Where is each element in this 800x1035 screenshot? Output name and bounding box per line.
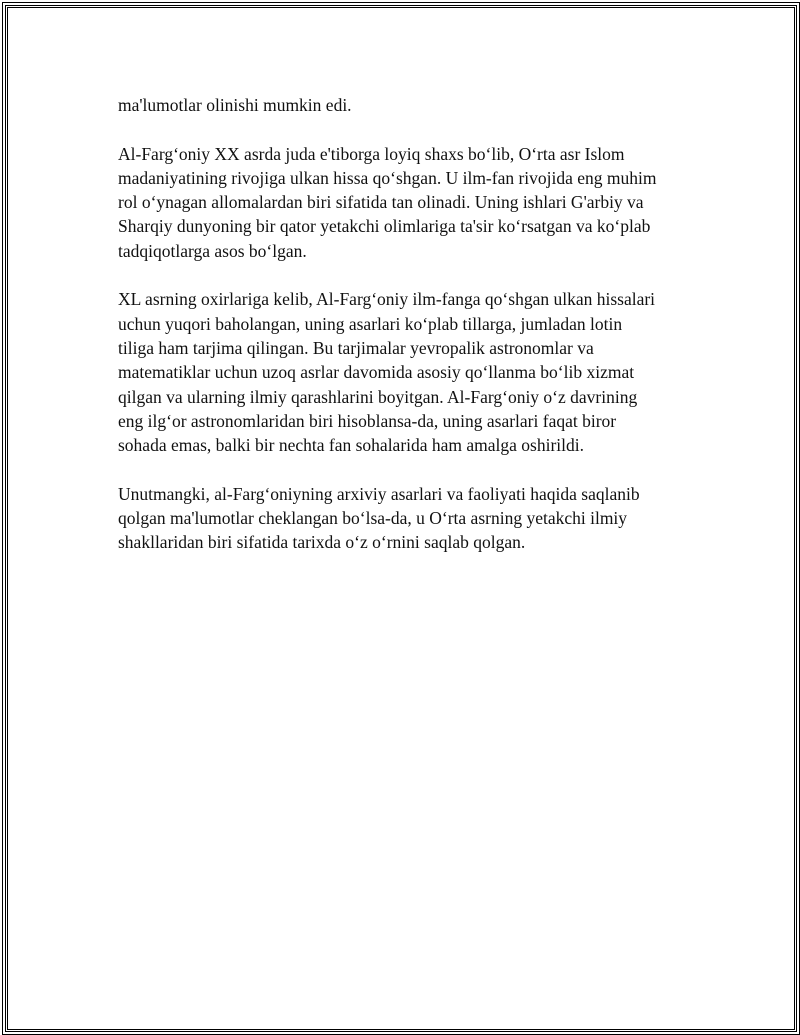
paragraph-4: Unutmangki, al-Farg‘oniyning arxiviy asarlari va faoliyati haqida saqlanib qolgan ma'lumotlar cheklangan bo‘lsa-da, u O‘rta asrning yetakchi ilmiy shakllaridan biri sifatida tarixda o‘z o‘rnini saqlab qolgan. xyxy=(118,483,640,553)
paragraph-1: ma'lumotlar olinishi mumkin edi. xyxy=(118,95,352,115)
paragraph-2: Al-Farg‘oniy XX asrda juda e'tiborga loyiq shaxs bo‘lib, O‘rta asr Islom madaniyatining rivojiga ulkan hissa qo‘shgan. U ilm-fan rivojida eng muhim rol o‘ynagan allomalardan biri sifatida tan olinadi. Uning ishlari G'arbiy va Sharqiy dunyoning bir qator yetakchi olimlariga ta'sir ko‘rsatgan va ko‘plab tadqiqotlarga asos bo‘lgan. xyxy=(118,143,657,261)
paragraph-3: XL asrning oxirlariga kelib, Al-Farg‘oniy ilm-fanga qo‘shgan ulkan hissalari uchun yuqori baholangan, uning asarlari ko‘plab tillarga, jumladan lotin tiliga ham tarjima qilingan. Bu tarjimalar yevropalik astronomlar va matematiklar uchun uzoq asrlar davomida asosiy qo‘llanma bo‘lib xizmat qilgan va ularning ilmiy qarashlarini boyitgan. Al-Farg‘oniy o‘z davrining eng ilg‘or astronomlaridan biri hisoblansa-da, uning asarlari faqat biror sohada emas, balki bir nechta fan sohalarida ham amalga oshirildi. xyxy=(118,289,656,456)
document-body xyxy=(118,93,698,579)
